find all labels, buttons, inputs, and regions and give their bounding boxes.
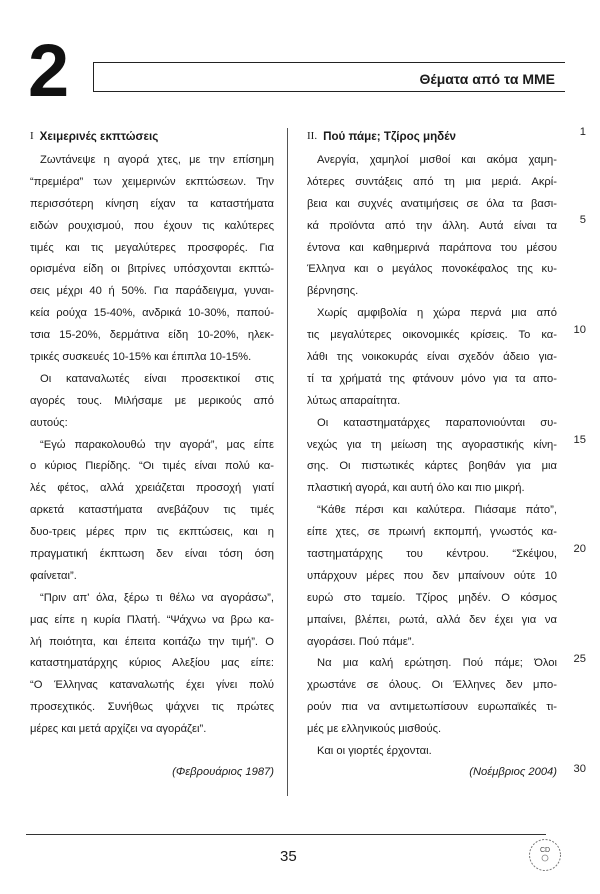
article-line: ρούν πια να αντιμετωπίσουν ευρωπαϊκές τι-: [307, 701, 557, 714]
right-article-title: Πού πάμε; Τζίρος μηδέν: [323, 130, 456, 143]
article-line: βέρνησης.: [307, 285, 359, 298]
footer-rule: [26, 834, 546, 835]
article-line: λάθι της νοικοκυράς είναι σχεδόν άδειο για-: [307, 351, 557, 364]
article-line: Χωρίς αμφιβολία η χώρα περνά μια από: [317, 307, 557, 320]
article-line: τί τα χρήματά της φτάνουν μόνο για τα απο-: [307, 372, 557, 385]
article-line: ειδών ρουχισμού, που έχουν τις καλύτερες: [30, 219, 274, 232]
article-line: μπαίνει, βλέπει, ρωτά, αλλά δεν έχει για να: [307, 613, 557, 626]
article-line: “Εγώ παρακολουθώ την αγορά”, μας είπε: [40, 438, 274, 451]
chapter-title: Θέματα από τα ΜΜΕ: [419, 71, 555, 87]
right-article-body: [307, 150, 557, 763]
left-article-body: [30, 150, 274, 741]
article-line: μές με ελληνικούς μισθούς.: [307, 723, 442, 736]
left-article-roman: I: [30, 130, 34, 142]
article-line: αρκετά καταστήματα ανεβάζουν τις τιμές: [30, 504, 274, 517]
left-article-heading: [30, 126, 274, 150]
article-line: σης. Οι πιστωτικές κάρτες βοηθάν για μια: [307, 460, 557, 473]
article-line: λύτως απαραίτητα.: [307, 394, 401, 407]
article-line: Έλληνα και ο μεγάλος πονοκέφαλος της κυ-: [307, 263, 557, 276]
article-line: πραγματική έκπτωση δεν είναι τόση όση: [30, 548, 274, 561]
article-line: ορισμένα είδη οι βιτρίνες υπόσχονται εκπτώ-: [30, 263, 274, 276]
left-article-title: Χειμερινές εκπτώσεις: [39, 130, 159, 143]
left-article-signoff: (Φεβρουάριος 1987): [172, 766, 274, 778]
article-line: τρικές συσκευές 10-15% και έπιπλα 10-15%.: [30, 351, 252, 364]
article-line: βεια και συχνές ανατιμήσεις σε όλα τα βασι-: [307, 197, 557, 210]
article-line: Και οι γιορτές έρχονται.: [317, 745, 432, 758]
right-article-heading: [307, 126, 557, 150]
article-line: χρωστάνε σε όλους. Οι Έλληνες δεν μπο-: [307, 679, 557, 692]
article-line: μας είπε η κυρία Πλατή. “Ψάχνω να βρω κα-: [30, 613, 274, 626]
article-line: περισσότερη κίνηση είχαν τα καταστήματα: [30, 197, 274, 210]
right-article-signoff: (Νοέμβριος 2004): [469, 766, 557, 778]
article-line: “Κάθε πέρσι και καλύτερα. Πιάσαμε πάτο”,: [317, 504, 557, 517]
article-line: μέρες και μετά αρχίζει να αγοράζει”.: [30, 723, 207, 736]
column-divider: [287, 128, 288, 796]
chapter-header-box: [93, 62, 565, 92]
article-line: αγοράσει. Πού πάμε”.: [307, 635, 415, 648]
line-number: 15: [573, 434, 586, 446]
cd-label: CD: [539, 847, 551, 854]
article-line: νεχώς για τη μείωση της αγοραστικής κίνη-: [307, 438, 557, 451]
article-line: Οι καταστηματάρχες παραπονιούνται συ-: [317, 416, 557, 429]
article-line: “Πριν απ' όλα, ξέρω τι θέλω να αγοράσω”,: [40, 591, 274, 604]
article-line: Να μια καλή ερώτηση. Πού πάμε; Όλοι: [317, 657, 557, 670]
article-line: ταστηματάρχης του κέντρου. “Σκέψου,: [307, 548, 557, 561]
article-line: “Ο Έλληνας καταναλωτής έχει γίνει πολύ: [30, 679, 274, 692]
page-number: 35: [280, 848, 297, 865]
right-article-roman: II.: [307, 130, 318, 142]
article-line: είπε χτες, σε πρωινή εκπομπή, γνωστός κα-: [307, 526, 557, 539]
article-line: Ζωντάνεψε η αγορά χτες, με την επίσημη: [40, 154, 274, 166]
article-line: λή ποιότητα, και έπειτα κοιτάζω την τιμή”. Ο: [30, 635, 274, 648]
article-line: τις μεγαλύτερες οικονομικές κρίσεις. Το κα-: [307, 329, 557, 342]
article-line: τσια 15-20%, δερμάτινα είδη 10-20%, ηλεκ-: [30, 329, 274, 342]
article-line: έντονα και καθημερινά παράπονα του μέσου: [307, 241, 557, 254]
article-line: καταστηματάρχης κύριος Αλεξίου μας είπε:: [30, 657, 274, 670]
line-number: 10: [573, 324, 586, 336]
line-number: 5: [579, 214, 586, 226]
line-number: 30: [573, 763, 586, 775]
article-line: κά προϊόντα από την άλλη. Αυτά είναι τα: [307, 219, 557, 232]
article-line: ο κύριος Πιερίδης. “Οι τιμές είναι πολύ κα-: [30, 460, 274, 473]
cd-icon: [528, 838, 562, 872]
article-line: πλαστική αγορά, και αυτή όλο και πιο μικρή.: [307, 482, 525, 495]
article-line: προσεχτικός. Συνήθως ψάχνει τις πρώτες: [30, 701, 274, 714]
line-number: 20: [573, 543, 586, 555]
article-line: τιμές και τις μεγαλύτερες προσφορές. Για: [30, 241, 274, 254]
right-article: [307, 126, 557, 763]
article-line: λές φέτος, αλλά χρειάζεται προσοχή γιατί: [30, 482, 274, 495]
article-line: δυο-τρεις μέρες πριν τις εκπτώσεις, και η: [30, 526, 274, 539]
line-number: 1: [579, 126, 586, 138]
article-line: φαίνεται”.: [30, 569, 77, 582]
article-line: υπάρχουν μέρες που δεν μπαίνουν ούτε 10: [307, 569, 557, 582]
article-line: Ανεργία, χαμηλοί μισθοί και ακόμα χαμη-: [317, 154, 557, 166]
article-line: Οι καταναλωτές είναι προσεκτικοί στις: [40, 372, 274, 385]
article-line: “πρεμιέρα” των χειμερινών εκπτώσεων. Την: [30, 175, 274, 188]
article-line: ευρώ στο ταμείο. Τζίρος μηδέν. Ο κόσμος: [307, 591, 557, 604]
article-line: αυτούς:: [30, 416, 68, 429]
left-article: [30, 126, 274, 741]
line-number: 25: [573, 653, 586, 665]
article-line: λότερες συντάξεις από τη μια μεριά. Ακρί-: [307, 175, 557, 188]
article-line: αγορές τους. Μιλήσαμε με μερικούς από: [30, 394, 274, 407]
article-line: σεις μέχρι 40 ή 50%. Για παράδειγμα, γυναι-: [30, 285, 274, 298]
article-line: κεία ρούχα 15-40%, ανδρικά 10-30%, παπού-: [30, 307, 274, 320]
chapter-number: 2: [28, 29, 70, 112]
